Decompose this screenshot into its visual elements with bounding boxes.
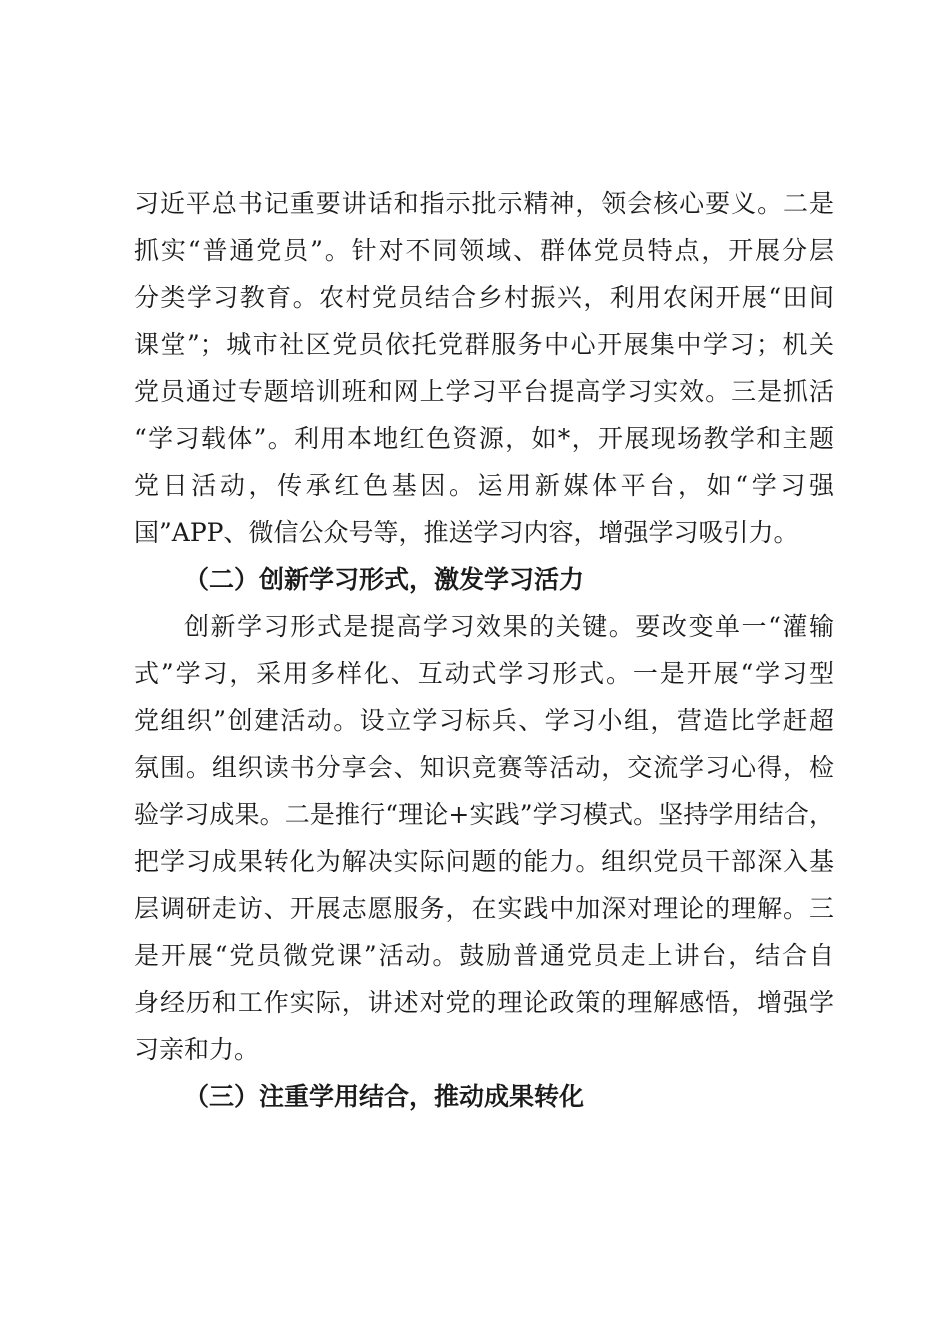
paragraph-1-line-5: 党员通过专题培训班和网上学习平台提高学习实效。三是抓活 xyxy=(134,377,834,406)
paragraph-1-line-2: 抓实“普通党员”。针对不同领域、群体党员特点，开展分层 xyxy=(134,236,834,265)
paragraph-1-line-3: 分类学习教育。农村党员结合乡村振兴，利用农闲开展“田间 xyxy=(134,283,834,312)
paragraph-2-line-1: 创新学习形式是提高学习效果的关键。要改变单一“灌输 xyxy=(184,612,834,641)
section-heading-3: （三）注重学用结合，推动成果转化 xyxy=(184,1082,585,1111)
paragraph-1-line-8: 国”APP、微信公众号等，推送学习内容，增强学习吸引力。 xyxy=(134,518,799,547)
paragraph-2-line-10: 习亲和力。 xyxy=(134,1035,260,1064)
paragraph-1-line-4: 课堂”；城市社区党员依托党群服务中心开展集中学习；机关 xyxy=(134,330,834,359)
paragraph-2-line-4: 氛围。组织读书分享会、知识竞赛等活动，交流学习心得，检 xyxy=(134,753,834,782)
paragraph-2-line-8: 是开展“党员微党课”活动。鼓励普通党员走上讲台，结合自 xyxy=(134,941,834,970)
paragraph-2-line-2: 式”学习，采用多样化、互动式学习形式。一是开展“学习型 xyxy=(134,659,834,688)
paragraph-2-line-3: 党组织”创建活动。设立学习标兵、学习小组，营造比学赶超 xyxy=(134,706,834,735)
paragraph-2-line-7: 层调研走访、开展志愿服务，在实践中加深对理论的理解。三 xyxy=(134,894,834,923)
paragraph-1-line-7: 党日活动，传承红色基因。运用新媒体平台，如“学习强 xyxy=(134,471,834,500)
paragraph-2-line-6: 把学习成果转化为解决实际问题的能力。组织党员干部深入基 xyxy=(134,847,834,876)
section-heading-2: （二）创新学习形式，激发学习活力 xyxy=(184,565,585,594)
paragraph-2-line-9: 身经历和工作实际，讲述对党的理论政策的理解感悟，增强学 xyxy=(134,988,834,1017)
paragraph-2-line-5: 验学习成果。二是推行“理论+实践”学习模式。坚持学用结合， xyxy=(134,800,834,829)
paragraph-1-line-1: 习近平总书记重要讲话和指示批示精神，领会核心要义。二是 xyxy=(134,189,834,218)
paragraph-1-line-6: “学习载体”。利用本地红色资源，如*，开展现场教学和主题 xyxy=(134,424,834,453)
